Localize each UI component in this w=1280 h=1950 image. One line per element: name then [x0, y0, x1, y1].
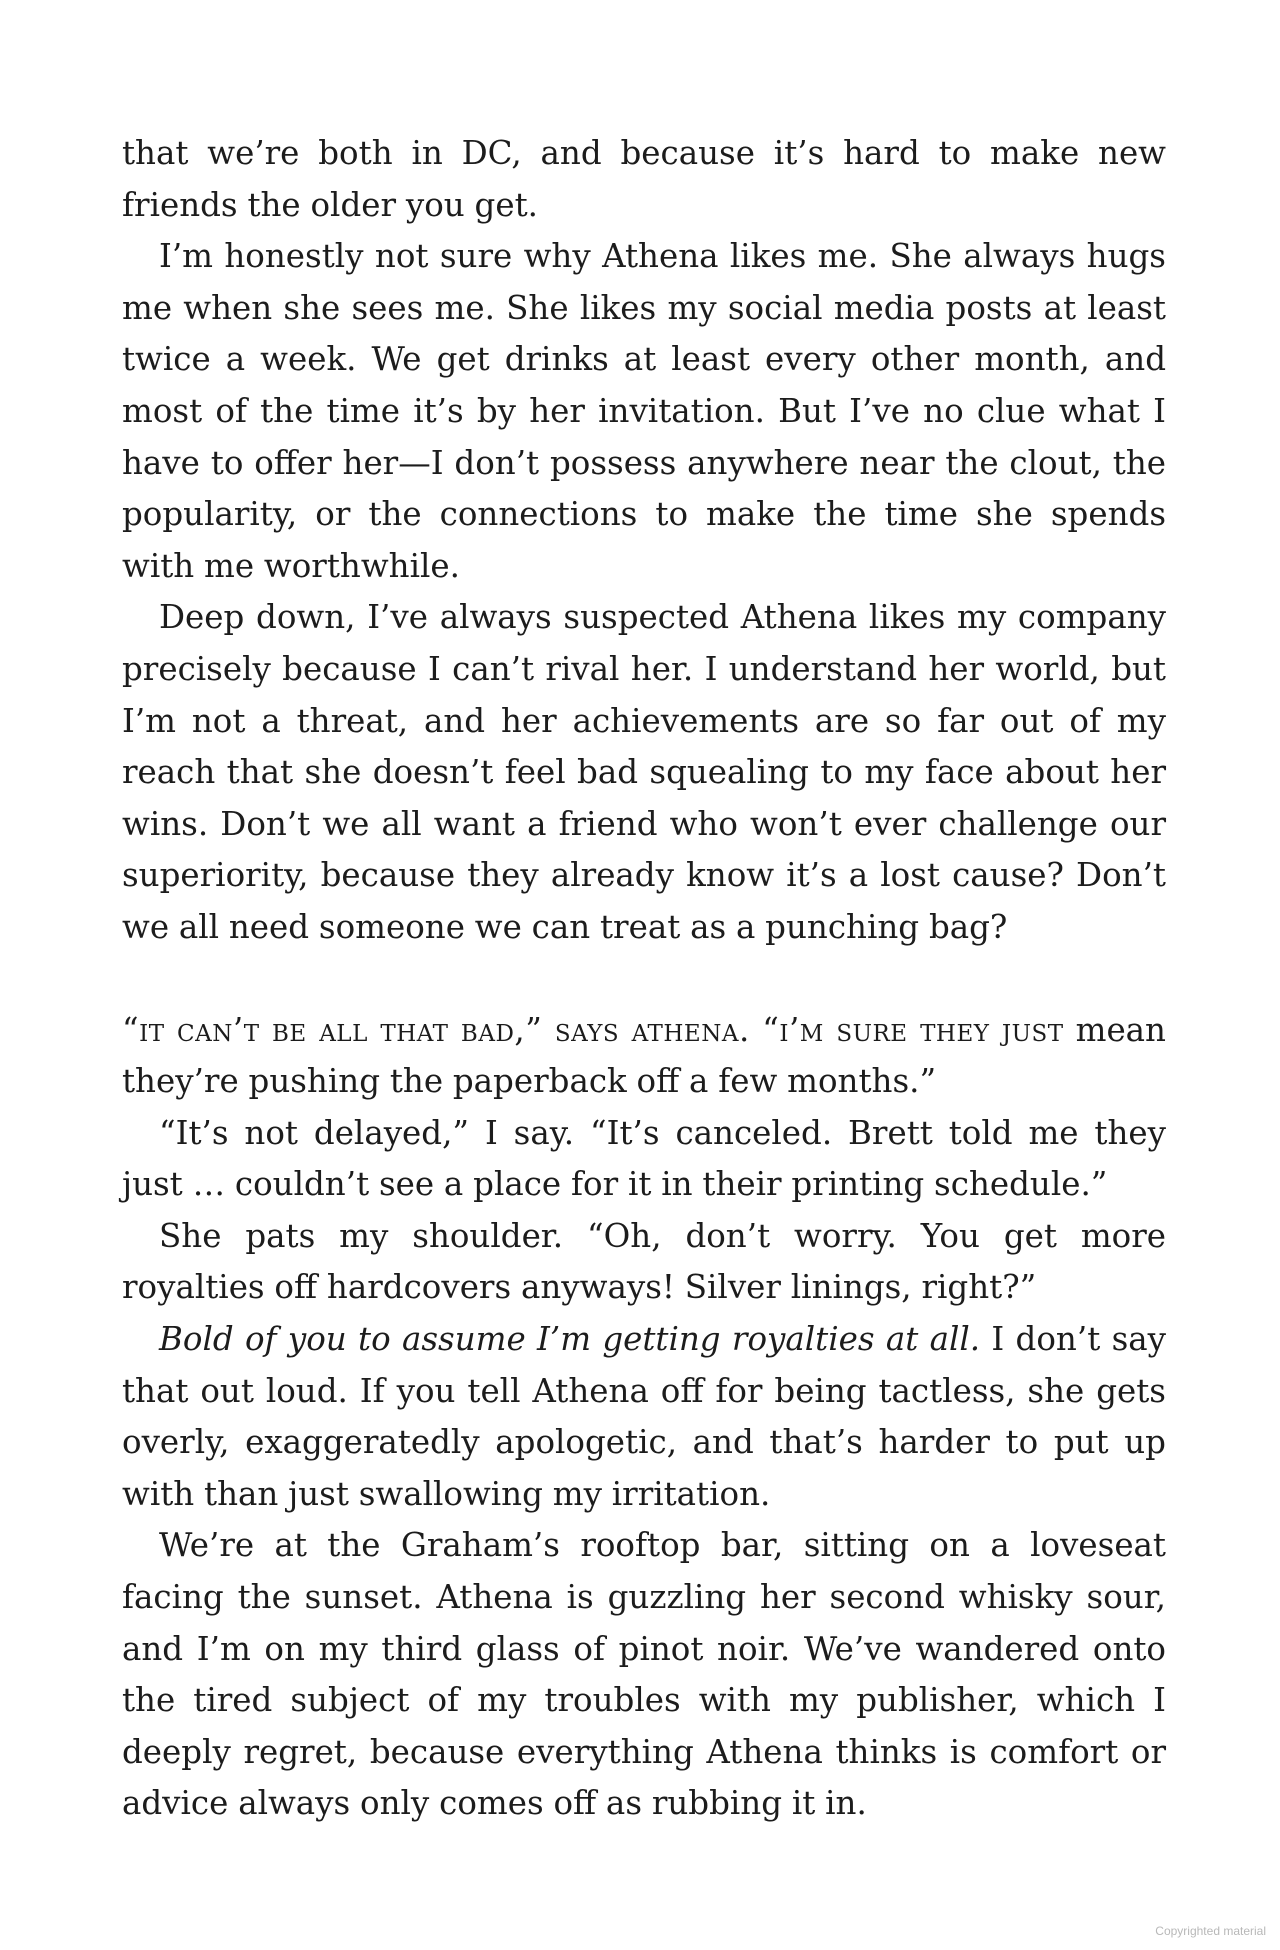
paragraph-not-delayed: “It’s not delayed,” I say. “It’s canceled. Brett told me they just … couldn’t see a place for it in their printing schedule.” [122, 1113, 1166, 1204]
paragraph-rooftop-bar: We’re at the Graham’s rooftop bar, sitting on a loveseat facing the sunset. Athena is guzzling her second whisky sour, and I’m on my third glass of pinot noir. We’ve wandered onto the tired subject of my troubles with my publisher, which I deeply regret, because everything Athena thinks is comfort or advice always only comes off as rubbing it in. [122, 1526, 1166, 1823]
paragraph-bold-of-you [122, 1314, 1166, 1520]
paragraph-athena-likes-me: I’m honestly not sure why Athena likes me. She always hugs me when she sees me. She likes my social media posts at least twice a week. We get drinks at least every other month, and most of the time it’s by her invitation. But I’ve no clue what I have to offer her—I don’t possess anywhere near the clout, the popularity, or the connections to make the time she spends with me worthwhile. [122, 237, 1166, 585]
small-caps-lead-in: “it can’t be all that bad,” says athena. “i’m sure they just [122, 1010, 1064, 1049]
paragraph-pats-shoulder: She pats my shoulder. “Oh, don’t worry. You get more royalties off hardcovers anyways! Silver linings, right?” [122, 1216, 1166, 1307]
paragraph-section-opening [122, 1005, 1166, 1108]
paragraph-deep-down: Deep down, I’ve always suspected Athena likes my company precisely because I can’t rival her. I understand her world, but I’m not a threat, and her achievements are so far out of my reach that she doesn’t feel bad squealing to my face about her wins. Don’t we all want a friend who won’t ever challenge our superiority, because they already know it’s a lost cause? Don’t we all need someone we can treat as a punching bag? [122, 598, 1166, 946]
italic-inner-thought: Bold of you to assume I’m getting royalties at all. [159, 1320, 981, 1359]
paragraph-continuation: that we’re both in DC, and because it’s hard to make new friends the older you get. [122, 134, 1166, 224]
book-page-body [122, 128, 1166, 1830]
paragraph-bold-of-you-text: I don’t say that out loud. If you tell Athena off for being tactless, she gets overly, exaggeratedly apologetic, and that’s harder to put up with than just swallowing my irritation. [122, 1320, 1166, 1513]
copyright-watermark: Copyrighted material [1155, 1924, 1266, 1938]
paragraph-section-opening-text: mean they’re pushing the paperback off a few months.” [122, 1010, 1166, 1101]
